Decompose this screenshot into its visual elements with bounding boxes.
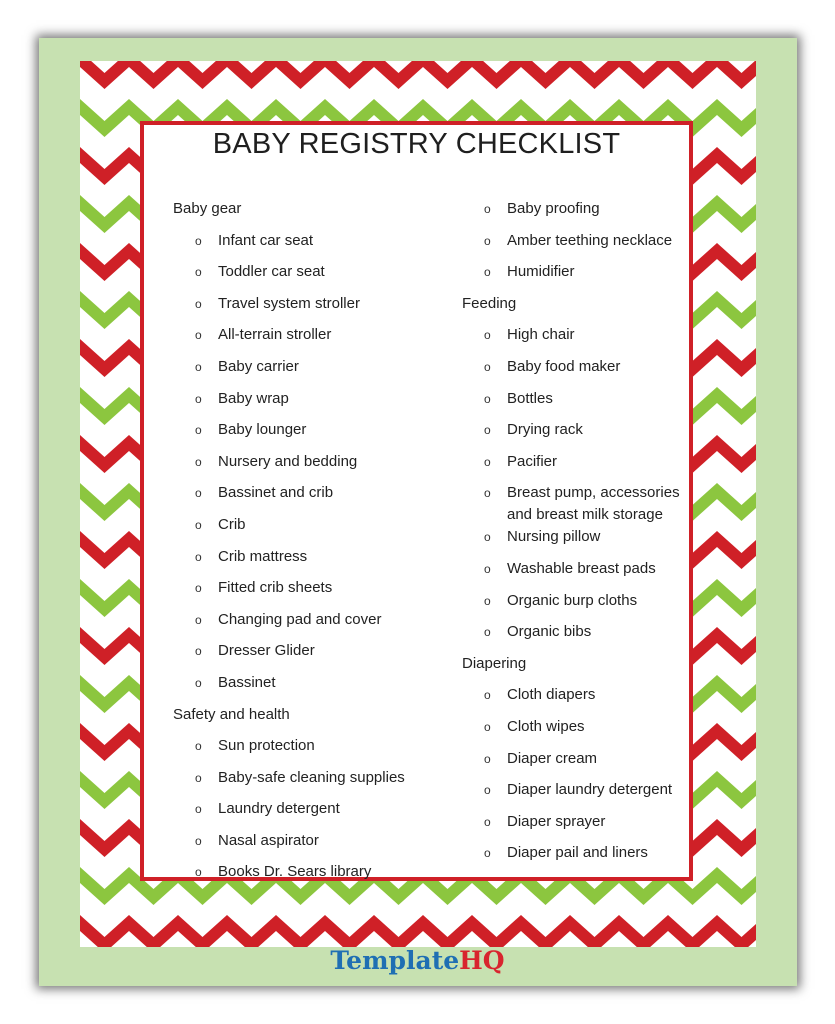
checklist-item (173, 861, 443, 893)
checklist-item (173, 798, 443, 830)
bullet-icon: o (484, 454, 491, 469)
checklist-item (462, 230, 692, 262)
checklist-item-label: Laundry detergent (218, 800, 340, 818)
checklist-item (462, 451, 692, 483)
checklist-item-label: Baby food maker (507, 357, 621, 375)
checklist-item-label: Pacifier (507, 452, 558, 470)
checklist-item-label: Infant car seat (218, 231, 314, 249)
bullet-icon: o (195, 675, 202, 690)
bullet-icon: o (195, 612, 202, 627)
checklist-item-label: Baby lounger (218, 421, 307, 439)
bullet-icon: o (195, 549, 202, 564)
checklist-item-label: Crib mattress (218, 547, 308, 565)
checklist-item (173, 451, 443, 483)
bullet-icon: o (484, 359, 491, 374)
checklist-item (173, 546, 443, 578)
checklist-item-label: Amber teething necklace (507, 231, 673, 249)
checklist-item-label: Organic bibs (507, 623, 592, 641)
bullet-icon: o (195, 265, 202, 280)
bullet-icon: o (484, 846, 491, 861)
checklist-item (462, 261, 692, 293)
checklist-item (462, 748, 692, 780)
checklist-item (173, 230, 443, 262)
checklist-item-label: Toddler car seat (218, 263, 325, 281)
bullet-icon: o (484, 486, 491, 501)
checklist-item-label: Diaper pail and liners (507, 844, 648, 862)
checklist-item (462, 621, 692, 653)
checklist-item-label: Baby-safe cleaning supplies (218, 768, 405, 786)
checklist-item (462, 526, 692, 558)
checklist-item-label: Nasal aspirator (218, 831, 319, 849)
bullet-icon: o (195, 486, 202, 501)
logo-part-hq: HQ (459, 946, 505, 975)
section-heading: Feeding (462, 294, 517, 312)
bullet-icon: o (195, 391, 202, 406)
checklist-item (462, 558, 692, 590)
checklist-item (462, 356, 692, 388)
checklist-item (173, 830, 443, 862)
checklist-item (462, 388, 692, 420)
checklist-item (173, 609, 443, 641)
bullet-icon: o (195, 770, 202, 785)
checklist-item-label: All-terrain stroller (218, 326, 332, 344)
section-heading: Safety and health (173, 705, 290, 723)
bullet-icon: o (195, 328, 202, 343)
checklist-item-label: Diaper cream (507, 749, 598, 767)
checklist-item (173, 261, 443, 293)
logo-part-template: Template (330, 946, 460, 975)
bullet-icon: o (484, 814, 491, 829)
checklist-item-label: Nursing pillow (507, 528, 601, 546)
checklist-item-label: Cloth wipes (507, 717, 585, 735)
bullet-icon: o (484, 561, 491, 576)
checklist-item (173, 324, 443, 356)
section-heading: Baby gear (173, 200, 242, 217)
bullet-icon: o (484, 423, 491, 438)
checklist-item (462, 324, 692, 356)
checklist-item (462, 198, 692, 230)
checklist-item (173, 767, 443, 799)
checklist-item-label: Baby carrier (218, 357, 299, 375)
templatehq-logo (0, 946, 835, 975)
checklist-item-label: Travel system stroller (218, 294, 360, 312)
checklist-item-label: Washable breast pads (507, 559, 656, 577)
section-heading: Diapering (462, 654, 527, 672)
checklist-item-label: Changing pad and cover (218, 610, 382, 628)
checklist-item-label: High chair (507, 326, 575, 344)
bullet-icon: o (484, 719, 491, 734)
bullet-icon: o (484, 202, 491, 216)
bullet-icon: o (484, 233, 491, 248)
bullet-icon: o (195, 739, 202, 754)
checklist-item-label: Organic burp cloths (507, 591, 638, 609)
bullet-icon: o (484, 625, 491, 640)
checklist-item-label: Bottles (507, 389, 553, 407)
checklist-item (173, 293, 443, 325)
bullet-icon: o (195, 802, 202, 817)
checklist-item (173, 419, 443, 451)
checklist-item-label: Dresser Glider (218, 642, 315, 660)
bullet-icon: o (195, 359, 202, 374)
checklist-item-label: Baby proofing (507, 200, 600, 217)
bullet-icon: o (195, 233, 202, 248)
bullet-icon: o (484, 751, 491, 766)
checklist-item-label: Crib (218, 515, 246, 533)
bullet-icon: o (195, 454, 202, 469)
checklist-item (173, 672, 443, 704)
checklist-item-label: Books Dr. Sears library (218, 863, 372, 881)
checklist-item-label: Baby wrap (218, 389, 289, 407)
checklist-item (173, 577, 443, 609)
checklist-item (173, 356, 443, 388)
checklist-item-label: Drying rack (507, 421, 583, 439)
bullet-icon: o (195, 581, 202, 596)
checklist-item (462, 779, 692, 811)
bullet-icon: o (484, 593, 491, 608)
bullet-icon: o (484, 391, 491, 406)
bullet-icon: o (195, 644, 202, 659)
checklist-item-label: Fitted crib sheets (218, 579, 333, 597)
checklist-item (462, 684, 692, 716)
checklist-item-label: Breast pump, accessories and breast milk storage (507, 484, 680, 524)
bullet-icon: o (484, 265, 491, 280)
bullet-icon: o (484, 688, 491, 703)
checklist-item (173, 735, 443, 767)
checklist-item-label: Cloth diapers (507, 686, 596, 704)
bullet-icon: o (195, 296, 202, 311)
checklist-item-label: Diaper laundry detergent (507, 781, 673, 799)
right-column (462, 198, 692, 874)
bullet-icon: o (195, 833, 202, 848)
checklist-item-label: Bassinet (218, 673, 276, 691)
checklist-item (173, 640, 443, 672)
checklist-item (462, 842, 692, 874)
checklist-item-label: Nursery and bedding (218, 452, 358, 470)
checklist-item-label: Sun protection (218, 737, 315, 755)
checklist-item-label: Diaper sprayer (507, 812, 606, 830)
checklist-item (462, 590, 692, 622)
checklist-item (173, 482, 443, 514)
bullet-icon: o (195, 865, 202, 880)
bullet-icon: o (484, 530, 491, 545)
checklist-item (462, 482, 692, 526)
checklist-item (173, 388, 443, 420)
checklist-item (462, 716, 692, 748)
bullet-icon: o (484, 328, 491, 343)
checklist-item (462, 811, 692, 843)
left-column (173, 198, 443, 893)
bullet-icon: o (484, 783, 491, 798)
checklist-item (462, 419, 692, 451)
checklist-item-label: Humidifier (507, 263, 575, 281)
checklist-item-label: Bassinet and crib (218, 484, 334, 502)
bullet-icon: o (195, 423, 202, 438)
checklist-item (173, 514, 443, 546)
bullet-icon: o (195, 517, 202, 532)
page-title: BABY REGISTRY CHECKLIST (212, 128, 621, 160)
